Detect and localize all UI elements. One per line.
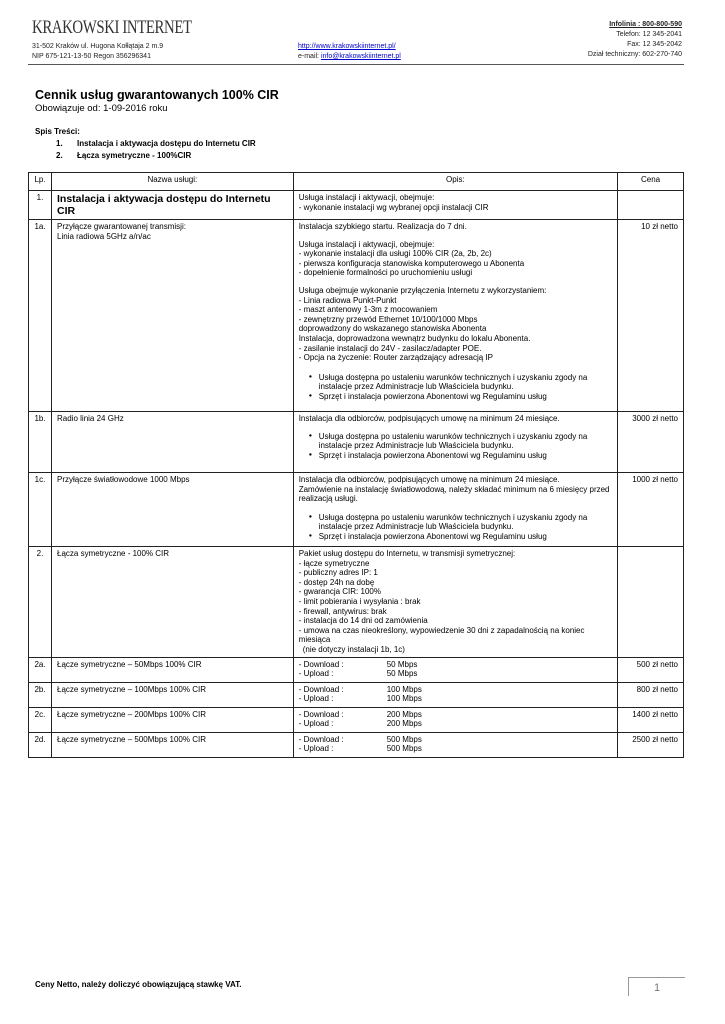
table-row-2a — [29, 657, 684, 682]
bullet-item: ● Sprzęt i instalacja powierzona Abonentowi wg Regulaminu usług — [319, 451, 612, 461]
phone-block — [588, 20, 682, 60]
table-row-1b — [29, 412, 684, 473]
row-name: Instalacja i aktywacja dostępu do Internetu CIR — [52, 191, 294, 220]
page-number: 1 — [628, 977, 685, 996]
row-lp: 2c. — [29, 707, 52, 732]
row-price — [618, 191, 684, 220]
company-address: 31-502 Kraków ul. Hugona Kołłątaja 2 m.9 — [32, 43, 164, 50]
row-name: Przyłącze światłowodowe 1000 Mbps — [52, 473, 294, 547]
row-price: 1000 zł netto — [618, 473, 684, 547]
table-row-2d — [29, 732, 684, 757]
row-desc: Instalacja dla odbiorców, podpisujących umowę na minimum 24 miesiące. Zamówienie na instalację światłowodową, należy składać minimum na 6 miesięcy przed realizacją usługi. ● Usługa dostępna po ustaleniu warunków technicznych i uzyskaniu zgody na instalacje przez Administracje lub Właściciela budynku. ● Sprzęt i instalacja powierzona Abonentowi wg Regulaminu usług — [293, 473, 617, 547]
email-link[interactable]: info@krakowskiinternet.pl — [320, 53, 401, 60]
toc-heading: Spis Treści: — [35, 127, 80, 136]
company-address-block — [32, 42, 163, 62]
bullet-item: ● Usługa dostępna po ustaleniu warunków technicznych i uzyskaniu zgody na instalacje przez Administracje lub Właściciela budynku. — [319, 432, 612, 451]
price-table — [28, 172, 684, 758]
header-desc: Opis: — [293, 173, 617, 191]
row-lp: 2d. — [29, 732, 52, 757]
row-name: Łącze symetryczne – 500Mbps 100% CIR — [52, 732, 294, 757]
table-header-row — [29, 173, 684, 191]
row-desc: Pakiet usług dostępu do Internetu, w transmisji symetrycznej: - łącze symetryczne - publiczny adres IP: 1 - dostęp 24h na dobę - gwarancja CIR: 100% - limit pobierania i wysyłania : brak - firewall, antywirus: brak - instalacja do 14 dni od zamówienia - umowa na czas nieokreślony, wypowiedzenie 30 dni z zapadalnością na koniec miesiąca (nie dotyczy instalacji 1b, 1c) — [293, 547, 617, 658]
infolinia: Infolinia : 800-800-590 — [609, 21, 682, 28]
website-link[interactable]: http://www.krakowskiinternet.pl/ — [298, 43, 396, 50]
row-lp: 1c. — [29, 473, 52, 547]
toc-item: 1. Instalacja i aktywacja dostępu do Internetu CIR — [56, 139, 256, 148]
row-price: 10 zł netto — [618, 220, 684, 412]
row-desc: - Download : 500 Mbps - Upload : 500 Mbps — [293, 732, 617, 757]
bullet-item: ● Usługa dostępna po ustaleniu warunków technicznych i uzyskaniu zgody na instalacje przez Administracje lub Właściciela budynku. — [319, 513, 612, 532]
row-name: Łącze symetryczne – 50Mbps 100% CIR — [52, 657, 294, 682]
header-divider — [28, 64, 684, 65]
table-row-section-2 — [29, 547, 684, 658]
row-name: Radio linia 24 GHz — [52, 412, 294, 473]
row-lp: 2a. — [29, 657, 52, 682]
page-title: Cennik usług gwarantowanych 100% CIR — [35, 88, 279, 102]
row-lp: 1b. — [29, 412, 52, 473]
row-lp: 2. — [29, 547, 52, 658]
row-desc: Usługa instalacji i aktywacji, obejmuje: - wykonanie instalacji wg wybranej opcji instalacji CIR — [293, 191, 617, 220]
row-price: 3000 zł netto — [618, 412, 684, 473]
page-subtitle: Obowiązuje od: 1-09-2016 roku — [35, 103, 168, 114]
dzial-techniczny: Dział techniczny: 602-270-740 — [587, 51, 682, 58]
table-row-1c — [29, 473, 684, 547]
row-lp: 1. — [29, 191, 52, 220]
row-price: 500 zł netto — [618, 657, 684, 682]
table-row-2c — [29, 707, 684, 732]
telefon: Telefon: 12 345-2041 — [616, 31, 682, 38]
row-price: 2500 zł netto — [618, 732, 684, 757]
row-lp: 1a. — [29, 220, 52, 412]
email-label: e-mail: — [298, 53, 321, 60]
header-price: Cena — [618, 173, 684, 191]
bullet-item: ● Sprzęt i instalacja powierzona Abonentowi wg Regulaminu usług — [319, 392, 612, 402]
row-price: 800 zł netto — [618, 682, 684, 707]
fax: Fax: 12 345-2042 — [627, 41, 682, 48]
row-desc: - Download : 100 Mbps - Upload : 100 Mbps — [293, 682, 617, 707]
header-lp: Lp. — [29, 173, 52, 191]
row-price: 1400 zł netto — [618, 707, 684, 732]
row-lp: 2b. — [29, 682, 52, 707]
row-name: Przyłącze gwarantowanej transmisji: Linia radiowa 5GHz a/n/ac — [52, 220, 294, 412]
vat-note: Ceny Netto, należy doliczyć obowiązującą stawkę VAT. — [35, 980, 242, 989]
row-desc: - Download : 200 Mbps - Upload : 200 Mbps — [293, 707, 617, 732]
table-row-1a — [29, 220, 684, 412]
row-name: Łącze symetryczne – 100Mbps 100% CIR — [52, 682, 294, 707]
row-desc: - Download : 50 Mbps - Upload : 50 Mbps — [293, 657, 617, 682]
row-desc: Instalacja szybkiego startu. Realizacja do 7 dni. Usługa instalacji i aktywacji, obejmuje: - wykonanie instalacji dla usługi 100% CIR (2a, 2b, 2c) - pierwsza konfiguracja stanowiska komputerowego u Abonenta - dopełnienie formalności po uruchomieniu usługi Usługa obejmuje wykonanie przyłączenia Internetu z wykorzystaniem: - Linia radiowa Punkt-Punkt - maszt antenowy 1-3m z mocowaniem - zewnętrzny przewód Ethernet 10/100/1000 Mbps doprowadzony do wskazanego stanowiska Abonenta Instalacja, doprowadzona wewnątrz budynku do lokalu Abonenta. - zasilanie instalacji do 24V - zasilacz/adapter POE. - Opcja na życzenie: Router zarządzający adresacją IP ● Usługa dostępna po ustaleniu warunków technicznych i uzyskaniu zgody na instalacje przez Administracje lub Właściciela budynku. ● Sprzęt i instalacja powierzona Abonentowi wg Regulaminu usług — [293, 220, 617, 412]
table-row-2b — [29, 682, 684, 707]
bullet-item: ● Sprzęt i instalacja powierzona Abonentowi wg Regulaminu usług — [319, 532, 612, 542]
row-price — [618, 547, 684, 658]
toc-item: 2. Łącza symetryczne - 100%CIR — [56, 151, 192, 160]
contact-links — [298, 42, 401, 62]
company-ids: NIP 675-121-13-50 Regon 356296341 — [32, 53, 151, 60]
header-name: Nazwa usługi: — [52, 173, 294, 191]
row-name: Łącze symetryczne – 200Mbps 100% CIR — [52, 707, 294, 732]
company-logo: KRAKOWSKI INTERNET — [32, 17, 192, 38]
row-name: Łącza symetryczne - 100% CIR — [52, 547, 294, 658]
row-desc: Instalacja dla odbiorców, podpisujących umowę na minimum 24 miesiące. ● Usługa dostępna po ustaleniu warunków technicznych i uzyskaniu zgody na instalacje przez Administracje lub Właściciela budynku. ● Sprzęt i instalacja powierzona Abonentowi wg Regulaminu usług — [293, 412, 617, 473]
table-row-section-1 — [29, 191, 684, 220]
bullet-item: ● Usługa dostępna po ustaleniu warunków technicznych i uzyskaniu zgody na instalacje przez Administracje lub Właściciela budynku. — [319, 373, 612, 392]
